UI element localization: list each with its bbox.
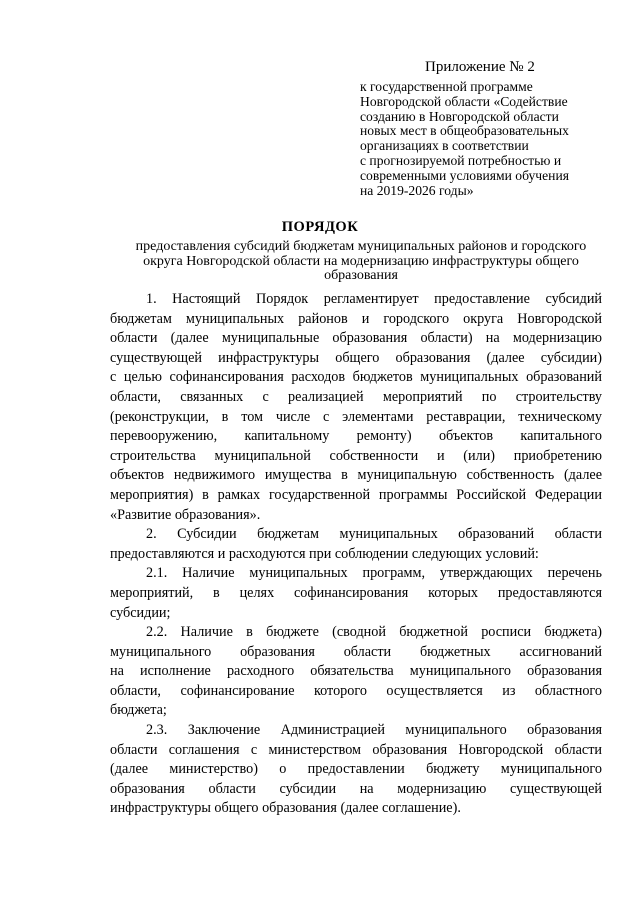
paragraph-line: (далее министерство) о предоставлении бюджету муниципального [110,761,602,778]
paragraph-line: «Развитие образования». [110,506,261,523]
paragraph-line: области соглашения с министерством образования Новгородской области [110,741,602,758]
paragraph-line: инфраструктуры общего образования (далее соглашение). [110,800,461,817]
appendix-title: Приложение № 2 [425,59,535,75]
appendix-line: Новгородской области «Содействие [360,93,568,109]
appendix-line: организациях в соответствии [360,138,529,154]
paragraph-line: (реконструкции, в том числе с элементами реставрации, техническому [110,408,602,425]
paragraph-line: перевооружению, капитальному ремонту) объектов капитального [110,428,602,445]
paragraph-line: области, софинансирование которого осуществляется из областного [110,682,602,699]
paragraph-line: области (далее муниципальные образования области) на модернизацию [110,330,602,347]
paragraph-line: образования области субсидии на модернизацию существующей [110,780,602,797]
paragraph-line: с целью софинансирования расходов бюджетов муниципальных образований [110,369,602,386]
document-title: ПОРЯДОК [281,219,359,235]
appendix-line: на 2019-2026 годы» [360,182,474,198]
appendix-line: с прогнозируемой потребностью и [360,152,562,168]
document-subtitle [100,240,622,284]
paragraph-line: существующей инфраструктуры общего образования (далее субсидии) [110,349,602,366]
appendix-line: к государственной программе [360,79,533,94]
paragraph-line: 2. Субсидии бюджетам муниципальных образований области [146,526,602,543]
paragraph-line: бюджетам муниципальных районов и городского округа Новгородской [110,310,602,327]
appendix-reference [360,80,569,198]
document-body [110,290,602,819]
paragraph-line: предоставляются и расходуются при соблюдении следующих условий: [110,545,539,562]
appendix-line: новых мест в общеобразовательных [360,123,569,139]
paragraph-line: 2.3. Заключение Администрацией муниципального образования [146,722,602,739]
paragraph-line: субсидии; [110,604,171,621]
paragraph-line: области, связанных с реализацией мероприятий по строительству [110,388,602,405]
paragraph-line: 2.1. Наличие муниципальных программ, утверждающих перечень [146,565,602,582]
appendix-line: современными условиями обучения [360,167,569,183]
paragraph-line: 2.2. Наличие в бюджете (сводной бюджетной росписи бюджета) [146,624,602,641]
paragraph-line: на исполнение расходного обязательства муниципального образования [110,663,602,680]
subtitle-line: предоставления субсидий бюджетам муниципальных районов и городского [135,239,587,254]
paragraph-line: муниципального образования области бюджетных ассигнований [110,643,602,660]
paragraph-line: 1. Настоящий Порядок регламентирует предоставление субсидий [146,291,602,307]
subtitle-line: образования [324,268,398,283]
paragraph-line: бюджета; [110,702,167,719]
paragraph-line: строительства муниципальной собственности и (или) приобретению [110,447,602,464]
paragraph-line: мероприятия) в рамках государственной программы Российской Федерации [110,486,602,503]
subtitle-line: округа Новгородской области на модернизацию инфраструктуры общего [143,253,579,269]
paragraph-line: мероприятий, в целях софинансирования которых предоставляются [110,584,602,601]
paragraph-line: объектов недвижимого имущества в муниципальную собственность (далее [110,467,602,484]
appendix-line: созданию в Новгородской области [360,108,559,124]
